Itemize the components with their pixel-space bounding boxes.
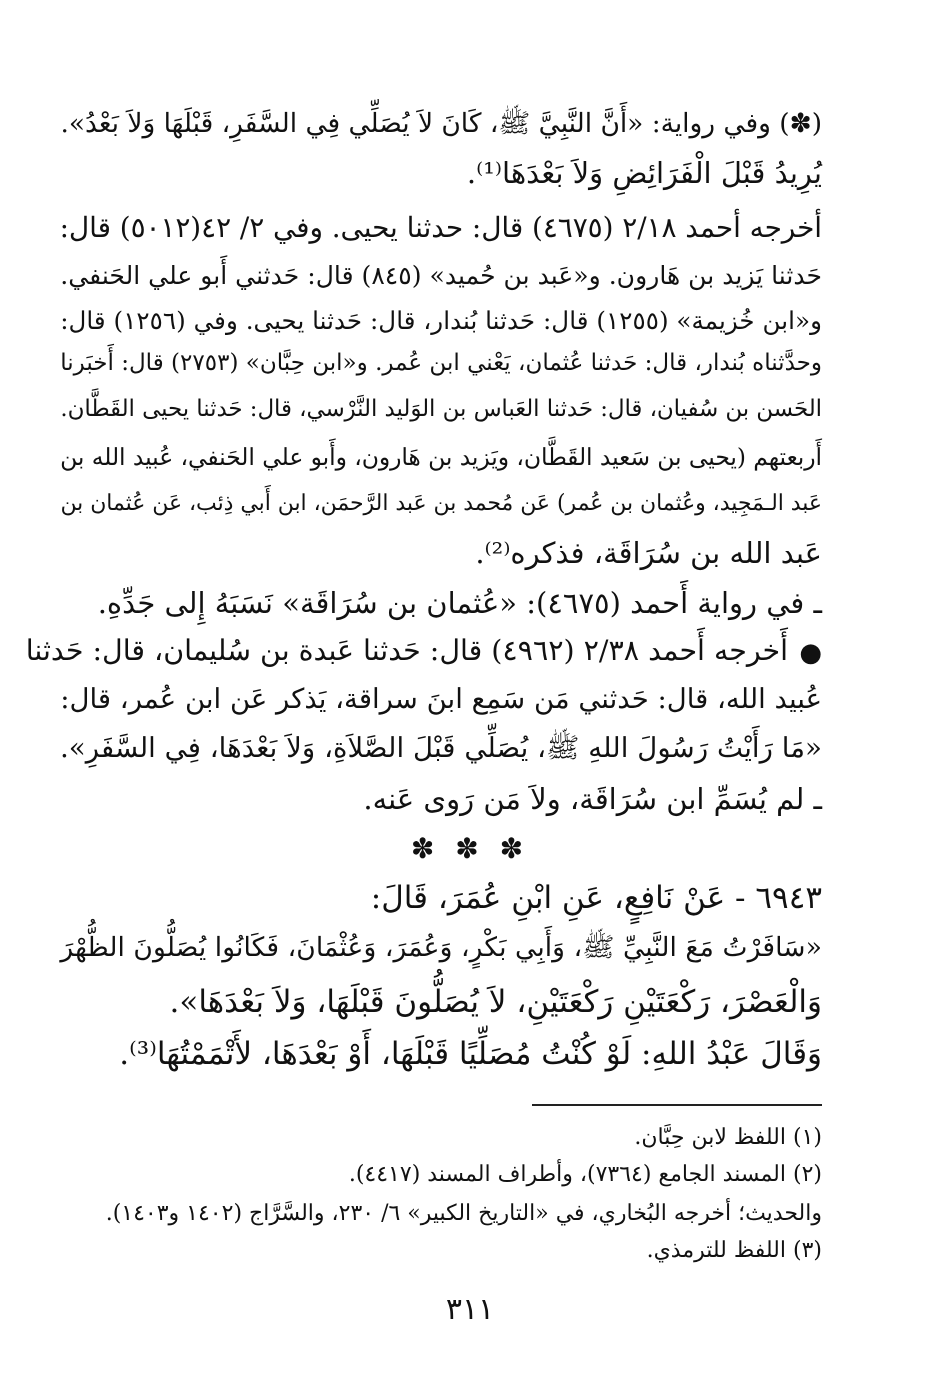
- footnote-divider: [532, 1104, 822, 1106]
- footnote: والحديث؛ أخرجه البُخاري، في «التاريخ الكبير» ٦/ ٢٣٠، والسَّرَّاج (١٤٠٢ و١٤٠٣).: [105, 1201, 822, 1226]
- hadith-text: «سَافَرْتُ مَعَ النَّبِيِّ ﷺ، وَأَبِي بَكْرٍ، وَعُمَرَ، وَعُثْمَانَ، فَكَانُوا يُصَلُّونَ الظُّهْرَ: [60, 932, 822, 963]
- hadith-text: وَقَالَ عَبْدُ اللهِ: لَوْ كُنْتُ مُصَلِّيًا قَبْلَهَا، أَوْ بَعْدَهَا، لأَتْمَمْتُهَا⁽³⁾.: [119, 1036, 822, 1072]
- text-line: (✽) وفي رواية: «أَنَّ النَّبِيَّ ﷺ، كَانَ لاَ يُصَلِّي فِي السَّفَرِ، قَبْلَهَا وَلاَ بَعْدُ».: [60, 108, 822, 139]
- text-line: وحدَّثناه بُندار، قال: حَدثنا عُثمان، يَعْني ابن عُمر. و«ابن حِبَّان» (٢٧٥٣) قال: أَخبَرنا: [60, 350, 822, 376]
- text-line: أَخرجه أَحمد ٢/٣٨ (٤٩٦٢) قال: حَدثنا عَبدة بن سُليمان، قال: حَدثنا: [25, 634, 788, 667]
- text-line: عَبد الله بن سُرَاقَة، فذكره⁽²⁾.: [475, 536, 822, 570]
- hadith-text: وَالْعَصْرَ، رَكْعَتَيْنِ رَكْعَتَيْنِ، لاَ يُصَلُّونَ قَبْلَهَا، وَلاَ بَعْدَهَا».: [169, 984, 822, 1020]
- text-line: ـ لم يُسَمِّ ابن سُرَاقَة، ولاَ مَن رَوى عَنه.: [363, 782, 822, 816]
- text-line: حَدثنا يَزيد بن هَارون. و«عَبد بن حُميد» (٨٤٥) قال: حَدثني أَبو علي الحَنفي.: [60, 261, 822, 290]
- text-line: الحَسن بن سُفيان، قال: حَدثنا العَباس بن الوَليد النَّرْسي، قال: حَدثنا يحيى القَطَّان.: [60, 396, 822, 422]
- text-line: يُرِيدُ قَبْلَ الْفَرَائِضِ وَلاَ بَعْدَهَا⁽¹⁾.: [466, 156, 822, 190]
- text-line: ـ في رواية أَحمد (٤٦٧٥): «عُثمان بن سُرَاقَة» نَسَبَهُ إِلى جَدِّهِ.: [97, 586, 822, 620]
- section-separator: ✽ ✽ ✽: [410, 832, 530, 865]
- footnote: (٢) المسند الجامع (٧٣٦٤)، وأطراف المسند (٤٤١٧).: [348, 1162, 822, 1187]
- page-number: ٣١١: [445, 1292, 495, 1327]
- text-line: عَبد الـمَجِيد، وعُثمان بن عُمر) عَن مُحمد بن عَبد الرَّحمَن، ابن أَبي ذِئب، عَن عُثمان بن: [60, 491, 822, 516]
- footnote: (١) اللفظ لابن حِبَّان.: [634, 1125, 822, 1150]
- hadith-heading: ٦٩٤٣ - عَنْ نَافِعٍ، عَنِ ابْنِ عُمَرَ، قَالَ:: [370, 880, 822, 916]
- text-line: و«ابن خُزيمة» (١٢٥٥) قال: حَدثنا بُندار، قال: حَدثنا يحيى. وفي (١٢٥٦) قال:: [60, 306, 822, 335]
- bullet-marker: ●: [799, 638, 822, 668]
- hadith-text: «مَا رَأَيْتُ رَسُولَ اللهِ ﷺ، يُصَلِّي قَبْلَ الصَّلاَةِ، وَلاَ بَعْدَهَا، فِي السَّفَرِ».: [59, 731, 822, 764]
- text-line: عُبيد الله، قال: حَدثني مَن سَمِع ابنَ سراقة، يَذكر عَن ابن عُمر، قال:: [60, 683, 822, 715]
- text-line: أخرجه أحمد ٢/١٨ (٤٦٧٥) قال: حدثنا يحيى. وفي ٢/ ٤٢(٥٠١٢) قال:: [59, 211, 822, 244]
- text-line: أَربعتهم (يحيى بن سَعيد القَطَّان، ويَزيد بن هَارون، وأَبو علي الحَنفي، عُبيد الله بن: [60, 444, 822, 471]
- footnote: (٣) اللفظ للترمذي.: [646, 1238, 822, 1263]
